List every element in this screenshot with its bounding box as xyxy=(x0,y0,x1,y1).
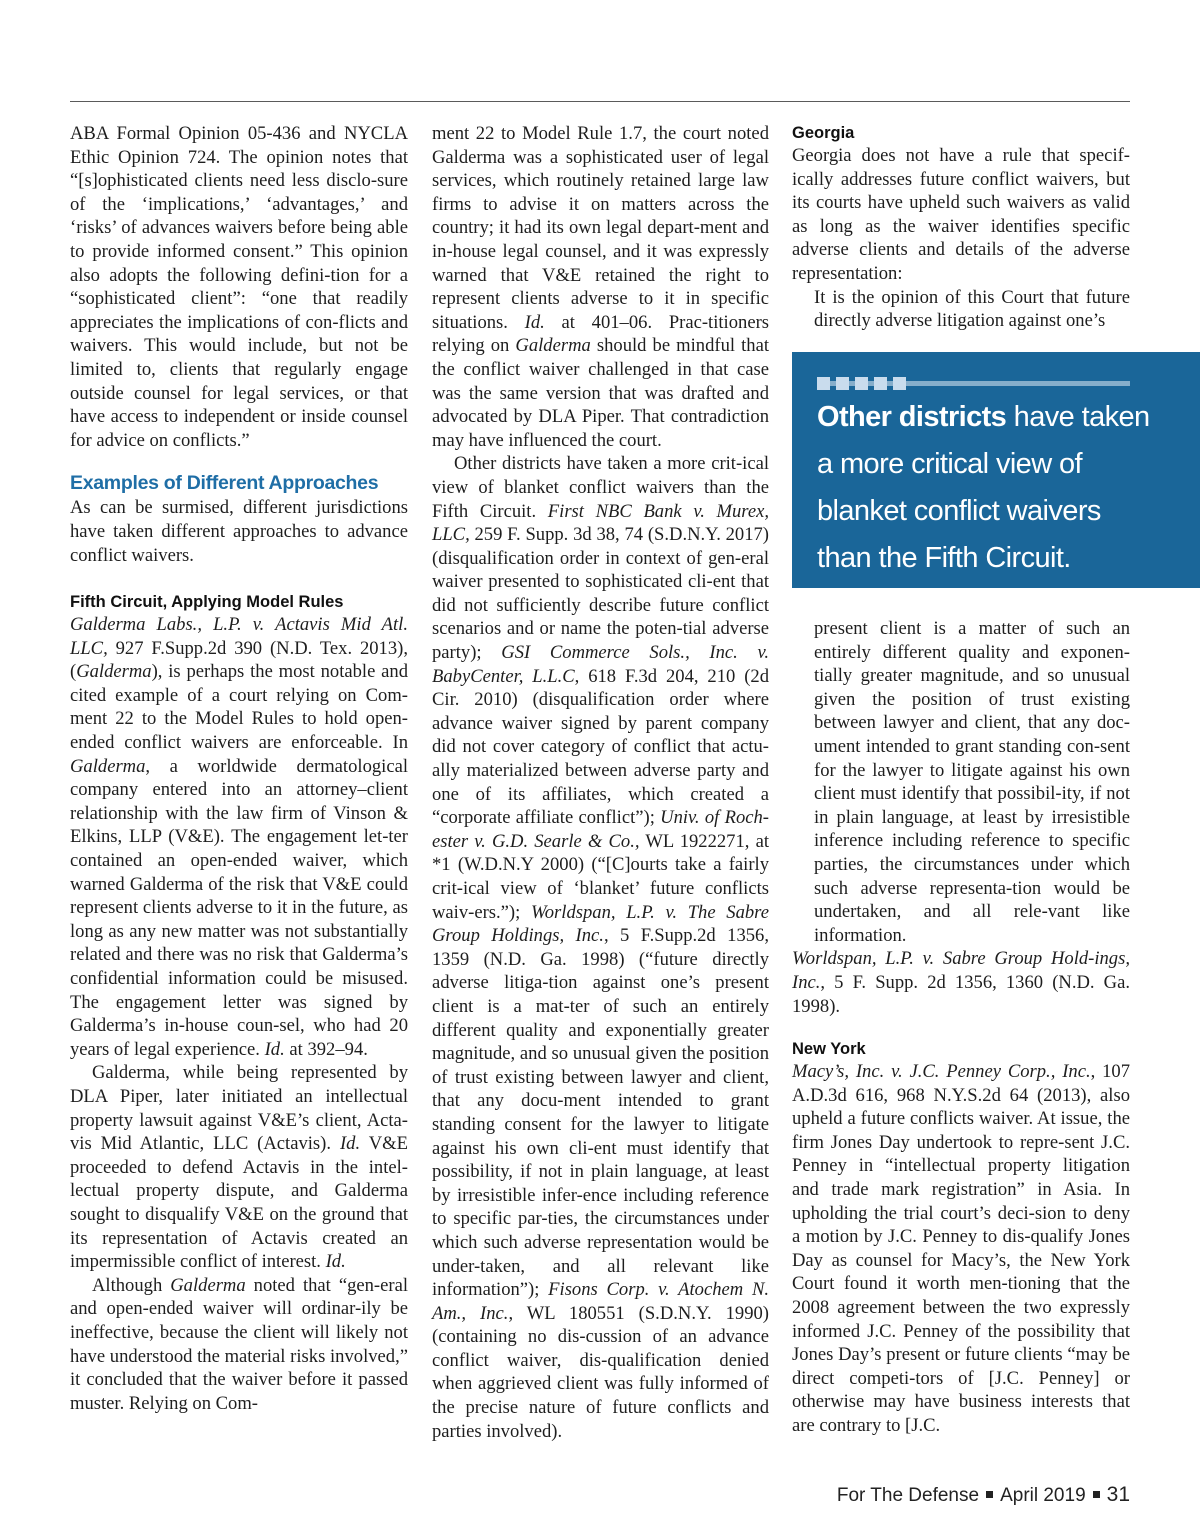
heading-new-york: New York xyxy=(792,1040,866,1059)
top-rule xyxy=(70,101,1130,102)
column-3-top xyxy=(792,122,1130,333)
paragraph-galderma-3: Although Galderma noted that “gen-eral and open-ended waiver will ordinar-ily be ineffective, because the client will likely not have understood the material risks involved,” it concluded that the waiver before it passed muster. Relying on Com- xyxy=(70,1274,408,1414)
heading-georgia: Georgia xyxy=(792,124,855,142)
paragraph-galderma-continued: ment 22 to Model Rule 1.7, the court noted Galderma was a sophisticated user of legal services, which routinely retained large law firms to advise it on matters across the country; it had its own legal depart-ment and in-house legal counsel, and it was expressly warned that V&E retained the right to represent clients adverse to it in specific situations. Id. at 401–06. Prac-titioners relying on Galderma should be mindful that the conflict waiver challenged in that case was the same version that was drafted and advocated by DLA Piper. That contradiction may have influenced the court. xyxy=(432,123,769,451)
page-footer xyxy=(837,1483,1130,1507)
column-2 xyxy=(432,122,769,1443)
footer-bullet-2 xyxy=(1093,1491,1100,1498)
paragraph-other-districts: Other districts have taken a more crit-ical view of blanket conflict waivers than the Fifth Circuit. First NBC Bank v. Murex, LLC, 259 F. Supp. 3d 38, 74 (S.D.N.Y. 2017) (disqualification order in context of gen-eral waiver presented to sophisticated cli-ent that did not sufficiently describe future conflict scenarios and or name the poten-tial adverse party); GSI Commerce Sols., Inc. v. BabyCenter, L.L.C, 618 F.3d 204, 210 (2d Cir. 2010) (disqualification order where advance waiver signed by parent company did not cover category of conflict that actu-ally materialized between adverse party and one of its affiliates, which created a “corporate affiliate conflict”); Univ. of Roch-ester v. G.D. Searle & Co., WL 1922271, at *1 (W.D.N.Y 2000) (“[C]ourts take a fairly crit-ical view of ‘blanket’ future conflicts waiv-ers.”); Worldspan, L.P. v. The Sabre Group Holdings, Inc., 5 F.Supp.2d 1356, 1359 (N.D. Ga. 1998) (“future directly adverse litiga-tion against one’s present client is a mat-ter of such an entirely different quality and exponentially greater magnitude, and so unusual given the position of trust existing between lawyer and client, that any docu-ment intended to grant standing consent for the lawyer to litigate against his own cli-ent must identify that possibility, if not in plain language, at least by irresistible infer-ence including reference to specific par-ties, the circumstances under which such adverse representation would be under-taken, and all relevant like information”); Fisons Corp. v. Atochem N. Am., Inc., WL 180551 (S.D.N.Y. 1990) (containing no dis-cussion of an advance conflict waiver, dis-qualification denied when aggrieved client was fully informed of the precise nature of future conflicts and parties involved). xyxy=(432,453,770,1442)
block-quote-start: It is the opinion of this Court that future directly adverse litigation against one’s xyxy=(814,286,1130,332)
pull-quote-squares xyxy=(817,377,906,390)
pull-quote-text: Other districts have taken a more critical view of blanket conflict waivers than the Fifth Circuit. xyxy=(817,401,1150,574)
footer-publication: For The Defense xyxy=(836,1485,980,1506)
paragraph-galderma-1: Galderma Labs., L.P. v. Actavis Mid Atl. LLC, 927 F.Supp.2d 390 (N.D. Tex. 2013), (Galderma), is perhaps the most notable and cited example of a court relying on Com-ment 22 to the Model Rules to hold open-ended conflict waivers are enforceable. In Galderma, a worldwide dermatological company entered into an attorney–client relationship with the law firm of Vinson & Elkins, LLP (V&E). The engagement let-ter contained an open-ended waiver, which warned Galderma of the risk that V&E could represent clients adverse to it in the future, as long as any new matter was not substantially related and there was no risk that Galderma’s confidential information could be misused. The engagement letter was signed by Galderma’s in-house coun-sel, who had 20 years of legal experience. Id. at 392–94. xyxy=(70,614,408,1060)
column-3-bottom xyxy=(792,617,1130,1438)
block-quote-continued: present client is a matter of such an entirely different quality and exponen-tially greater magnitude, and so unusual given the position of trust existing between lawyer and client, that any doc-ument intended to grant standing con-sent for the lawyer to litigate against his own client must identify that possibil-ity, if not in plain language, at least by irresistible inference including reference to specific parties, the circumstances under which such adverse representa-tion would be undertaken, and all rele-vant like information. xyxy=(814,618,1130,946)
footer-bullet-1 xyxy=(986,1491,993,1498)
paragraph-georgia: Georgia does not have a rule that specif-ically addresses future conflict waivers, but its courts have upheld such waivers as valid as long as the waiver identifies specific adverse clients and details of the adverse representation: xyxy=(792,145,1130,284)
heading-fifth-circuit: Fifth Circuit, Applying Model Rules xyxy=(70,593,344,612)
citation-worldspan: Worldspan, L.P. v. Sabre Group Hold-ings, Inc., 5 F. Supp. 2d 1356, 1360 (N.D. Ga. 1998). xyxy=(792,948,1130,1017)
paragraph-intro: ABA Formal Opinion 05-436 and NYCLA Ethic Opinion 724. The opinion notes that “[s]ophisticated clients need less disclo-sure of the ‘implications,’ ‘advantages,’ and ‘risks’ of advances waivers before being able to provide informed consent.” This opinion also adopts the following defini-tion for a “sophisticated client”: “one that readily appreciates the implications of con-flicts and waivers. This would include, but not be limited to, clients that regularly engage outside counsel for legal services, or that have access to independent or inside counsel for advice on conflicts.” xyxy=(70,123,408,451)
column-1 xyxy=(70,122,408,1415)
paragraph-galderma-2: Galderma, while being represented by DLA Piper, later initiated an intellectual property lawsuit against V&E’s client, Acta-vis Mid Atlantic, LLC (Actavis). Id. V&E proceeded to defend Actavis in the intel-lectual property dispute, and Galderma sought to disqualify V&E on the ground that its representation of Actavis created an impermissible conflict of interest. Id. xyxy=(70,1062,409,1273)
footer-issue: April 2019 xyxy=(1000,1485,1086,1506)
footer-page-number: 31 xyxy=(1106,1483,1130,1506)
paragraph-new-york: Macy’s, Inc. v. J.C. Penney Corp., Inc., 107 A.D.3d 616, 968 N.Y.S.2d 64 (2013), also upheld a future conflicts waiver. At issue, the firm Jones Day undertook to repre-sent J.C. Penney in “intellectual property litigation and trade mark registration” in Asia. In upholding the trial court’s deci-sion to deny a motion by J.C. Penney to dis-qualify Jones Day as counsel for Macy’s, the New York Court found it worth men-tioning that the 2008 agreement between the two expressly informed J.C. Penney of the possibility that Jones Day’s present or future clients “may be direct competi-tors of [J.C. Penney] or otherwise may have business interests that are contrary to [J.C. xyxy=(792,1061,1131,1436)
paragraph-examples: As can be surmised, different jurisdictions have taken different approaches to advance conflict waivers. xyxy=(70,497,408,566)
heading-examples: Examples of Different Approaches xyxy=(70,472,379,495)
pull-quote xyxy=(792,352,1200,588)
